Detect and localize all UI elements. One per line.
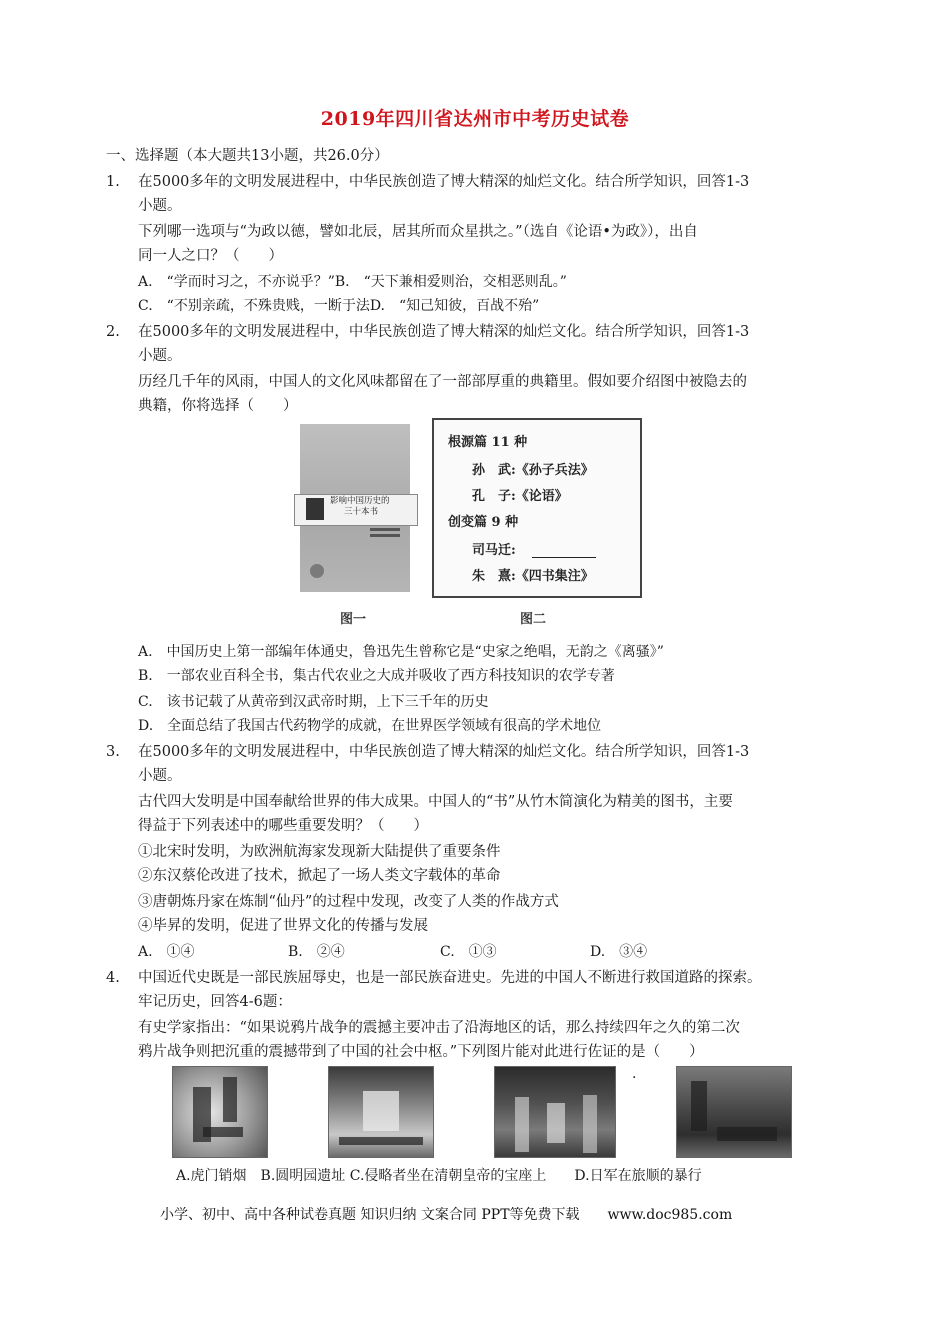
publisher-lines [370,528,400,531]
hidden-book-blank [532,557,596,558]
statement-item: ①北宋时发明，为欧洲航海家发现新大陆提供了重要条件 [138,844,501,860]
historical-photo [172,1066,268,1158]
question-stem: 古代四大发明是中国奉献给世界的伟大成果。中国人的“书”从竹木简演化为精美的图书，主要 [138,794,733,810]
question-stem: 在5000多年的文明发展进程中，中华民族创造了博大精深的灿烂文化。结合所学知识，回答1-3 [138,744,750,760]
answer-option: D. 全面总结了我国古代药物学的成就，在世界医学领域有很高的学术地位 [138,718,602,734]
answer-option: A. 中国历史上第一部编年体通史，鲁迅先生曾称它是“史家之绝唱，无韵之《离骚》” [138,644,664,660]
answer-option: C. 该书记载了从黄帝到汉武帝时期，上下三千年的历史 [138,694,489,710]
book-title-text: 影响中国历史的 三十本书 [330,496,390,517]
historical-photo [328,1066,434,1158]
question-stem: 在5000多年的文明发展进程中，中华民族创造了博大精深的灿烂文化。结合所学知识，回答1-3 [138,324,750,340]
question-stem: 下列哪一选项与“为政以德，譬如北辰，居其所而众星拱之。”（选自《论语•为政》），出自 [138,224,698,240]
figure-caption: 图一 [340,612,367,627]
question-stem: 在5000多年的文明发展进程中，中华民族创造了博大精深的灿烂文化。结合所学知识，回答1-3 [138,174,750,190]
answer-option: C. “不别亲疏，不殊贵贱，一断于法D. “知己知彼，百战不殆” [138,298,540,314]
question-stem: 中国近代史既是一部民族屈辱史，也是一部民族奋进史。先进的中国人不断进行救国道路的探索。 [138,970,762,986]
list-item: 朱 熹:《四书集注》 [472,569,594,584]
answer-option: A. “学而时习之，不亦说乎？”B. “天下兼相爱则治，交相恶则乱。” [138,274,567,290]
question-stem: 小题。 [138,198,182,214]
book-cover-figure [300,424,410,592]
statement-item: ③唐朝炼丹家在炼制“仙丹”的过程中发现，改变了人类的作战方式 [138,894,559,910]
answer-option: D. ③④ [590,944,648,960]
photo-captions: A.虎门销烟 B.圆明园遗址 C.侵略者坐在清朝皇帝的宝座上 D.日军在旅顺的暴行 [176,1168,702,1184]
stray-mark: . [632,1066,637,1082]
list-item: 孔 子:《论语》 [472,489,568,504]
question-stem: 有史学家指出：“如果说鸦片战争的震撼主要冲击了沿海地区的话，那么持续四年之久的第二次 [138,1020,740,1036]
question-stem: 牢记历史，回答4-6题： [138,994,292,1010]
question-number: 4. [106,970,120,986]
publisher-seal [310,564,324,578]
statement-item: ②东汉蔡伦改进了技术，掀起了一场人类文字载体的革命 [138,868,501,884]
answer-option: A. ①④ [138,944,195,960]
page-footer: 小学、初中、高中各种试卷真题 知识归纳 文案合同 PPT等免费下载 www.doc985.com [160,1207,733,1223]
statement-item: ④毕昇的发明，促进了世界文化的传播与发展 [138,918,428,934]
historical-photo [494,1066,616,1158]
answer-option: B. 一部农业百科全书，集古代农业之大成并吸收了西方科技知识的农学专著 [138,668,615,684]
portrait-image [306,498,324,520]
question-number: 2. [106,324,120,340]
question-stem: 历经几千年的风雨，中国人的文化风味都留在了一部部厚重的典籍里。假如要介绍图中被隐去的 [138,374,747,390]
list-item: 孙 武:《孙子兵法》 [472,463,594,478]
section-heading: 一、选择题（本大题共13小题，共26.0分） [106,148,389,164]
page-title: 2019年四川省达州市中考历史试卷 [320,108,630,130]
list-item: 司马迁: [472,543,516,558]
historical-photo [676,1066,792,1158]
list-heading: 创变篇 9 种 [448,515,519,530]
answer-option: C. ①③ [440,944,497,960]
question-stem: 同一人之口？（ ） [138,248,283,264]
question-stem: 鸦片战争则把沉重的震撼带到了中国的社会中枢。”下列图片能对此进行佐证的是（ ） [138,1044,704,1060]
answer-option: B. ②④ [288,944,345,960]
question-number: 1. [106,174,120,190]
question-stem: 得益于下列表述中的哪些重要发明？（ ） [138,818,428,834]
figure-caption: 图二 [520,612,547,627]
question-stem: 小题。 [138,768,182,784]
book-list-figure [432,418,642,598]
question-stem: 典籍，你将选择（ ） [138,398,298,414]
question-number: 3. [106,744,120,760]
list-heading: 根源篇 11 种 [448,435,528,450]
question-stem: 小题。 [138,348,182,364]
